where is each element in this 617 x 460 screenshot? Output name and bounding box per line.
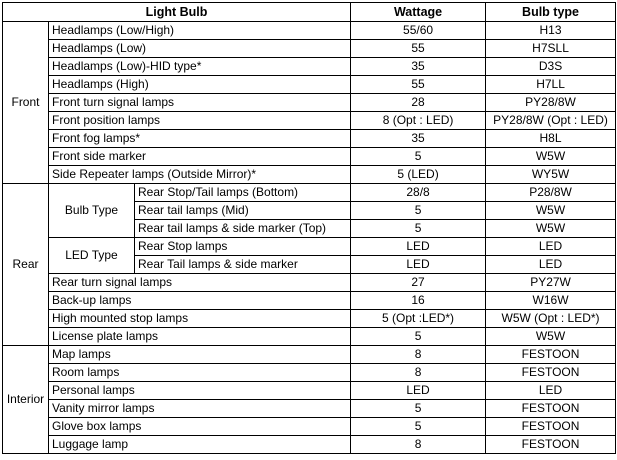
lamp-bulb-type: W5W xyxy=(486,202,616,220)
lamp-bulb-type: FESTOON xyxy=(486,436,616,454)
subgroup-bulb-type: Bulb Type xyxy=(49,184,135,238)
lamp-wattage: 5 xyxy=(351,400,486,418)
lamp-wattage: 5 (Opt :LED*) xyxy=(351,310,486,328)
table-row xyxy=(3,112,616,130)
lamp-name: Map lamps xyxy=(49,346,351,364)
group-front: Front xyxy=(3,22,49,184)
lamp-bulb-type: H8L xyxy=(486,130,616,148)
table-row xyxy=(3,346,616,364)
lamp-name: Headlamps (Low) xyxy=(49,40,351,58)
lamp-bulb-type: FESTOON xyxy=(486,364,616,382)
lamp-name: Front side marker xyxy=(49,148,351,166)
table-row xyxy=(3,436,616,454)
lamp-name: Front position lamps xyxy=(49,112,351,130)
lamp-wattage: 55 xyxy=(351,40,486,58)
lamp-wattage: 27 xyxy=(351,274,486,292)
lamp-name: Rear Stop lamps xyxy=(135,238,351,256)
lamp-wattage: 5 xyxy=(351,328,486,346)
subgroup-led-type: LED Type xyxy=(49,238,135,274)
table-row xyxy=(3,238,616,256)
lamp-wattage: 5 xyxy=(351,202,486,220)
lamp-wattage: 8 xyxy=(351,364,486,382)
lamp-name: Back-up lamps xyxy=(49,292,351,310)
lamp-name: Headlamps (High) xyxy=(49,76,351,94)
lamp-wattage: 35 xyxy=(351,130,486,148)
lamp-bulb-type: WY5W xyxy=(486,166,616,184)
table-row xyxy=(3,274,616,292)
group-interior: Interior xyxy=(3,346,49,454)
lamp-bulb-type: W5W xyxy=(486,148,616,166)
header-wattage: Wattage xyxy=(351,3,486,22)
table-row xyxy=(3,40,616,58)
lamp-bulb-type: LED xyxy=(486,382,616,400)
table-row xyxy=(3,382,616,400)
lamp-bulb-type: W5W (Opt : LED*) xyxy=(486,310,616,328)
lamp-name: Front fog lamps* xyxy=(49,130,351,148)
table-row xyxy=(3,400,616,418)
lamp-bulb-type: W5W xyxy=(486,328,616,346)
lamp-name: Rear tail lamps & side marker (Top) xyxy=(135,220,351,238)
lamp-name: Front turn signal lamps xyxy=(49,94,351,112)
table-row xyxy=(3,94,616,112)
lamp-wattage: 5 xyxy=(351,148,486,166)
table-row xyxy=(3,166,616,184)
lamp-name: Luggage lamp xyxy=(49,436,351,454)
lamp-wattage: 8 xyxy=(351,436,486,454)
lamp-name: Headlamps (Low/High) xyxy=(49,22,351,40)
header-bulb-type: Bulb type xyxy=(486,3,616,22)
header-row xyxy=(3,3,616,22)
lamp-name: Rear turn signal lamps xyxy=(49,274,351,292)
lamp-name: Rear Tail lamps & side marker xyxy=(135,256,351,274)
lamp-wattage: 5 xyxy=(351,220,486,238)
lamp-wattage: 8 xyxy=(351,346,486,364)
lamp-wattage: 55 xyxy=(351,76,486,94)
lamp-wattage: 28 xyxy=(351,94,486,112)
lamp-bulb-type: H7LL xyxy=(486,76,616,94)
lamp-bulb-type: H7SLL xyxy=(486,40,616,58)
lamp-wattage: 55/60 xyxy=(351,22,486,40)
table-row xyxy=(3,130,616,148)
lamp-name: Glove box lamps xyxy=(49,418,351,436)
lamp-name: Personal lamps xyxy=(49,382,351,400)
lamp-bulb-type: FESTOON xyxy=(486,346,616,364)
lamp-name: Room lamps xyxy=(49,364,351,382)
lamp-bulb-type: H13 xyxy=(486,22,616,40)
lamp-bulb-type: W16W xyxy=(486,292,616,310)
lamp-bulb-type: FESTOON xyxy=(486,400,616,418)
lamp-bulb-type: PY28/8W xyxy=(486,94,616,112)
lamp-name: Vanity mirror lamps xyxy=(49,400,351,418)
table-row xyxy=(3,58,616,76)
lamp-wattage: 16 xyxy=(351,292,486,310)
table-row xyxy=(3,22,616,40)
lamp-bulb-type: LED xyxy=(486,256,616,274)
lamp-wattage: 5 (LED) xyxy=(351,166,486,184)
lamp-bulb-type: W5W xyxy=(486,220,616,238)
table-row xyxy=(3,328,616,346)
lamp-bulb-type: LED xyxy=(486,238,616,256)
lamp-name: Side Repeater lamps (Outside Mirror)* xyxy=(49,166,351,184)
lamp-name: Rear tail lamps (Mid) xyxy=(135,202,351,220)
table-row xyxy=(3,76,616,94)
lamp-wattage: 8 (Opt : LED) xyxy=(351,112,486,130)
lamp-wattage: 35 xyxy=(351,58,486,76)
table-row xyxy=(3,364,616,382)
lamp-wattage: LED xyxy=(351,256,486,274)
lamp-bulb-type: PY28/8W (Opt : LED) xyxy=(486,112,616,130)
lamp-bulb-type: PY27W xyxy=(486,274,616,292)
lamp-bulb-type: D3S xyxy=(486,58,616,76)
lamp-name: License plate lamps xyxy=(49,328,351,346)
lamp-wattage: 5 xyxy=(351,418,486,436)
table-row xyxy=(3,418,616,436)
lamp-bulb-type: FESTOON xyxy=(486,418,616,436)
lamp-wattage: 28/8 xyxy=(351,184,486,202)
lamp-wattage: LED xyxy=(351,238,486,256)
table-row xyxy=(3,292,616,310)
lamp-wattage: LED xyxy=(351,382,486,400)
table-row xyxy=(3,184,616,202)
table-row xyxy=(3,310,616,328)
group-rear: Rear xyxy=(3,184,49,346)
lamp-name: Headlamps (Low)-HID type* xyxy=(49,58,351,76)
table-row xyxy=(3,148,616,166)
lamp-name: High mounted stop lamps xyxy=(49,310,351,328)
lamp-bulb-type: P28/8W xyxy=(486,184,616,202)
lamp-name: Rear Stop/Tail lamps (Bottom) xyxy=(135,184,351,202)
bulb-spec-table xyxy=(2,2,616,454)
header-light-bulb: Light Bulb xyxy=(3,3,351,22)
